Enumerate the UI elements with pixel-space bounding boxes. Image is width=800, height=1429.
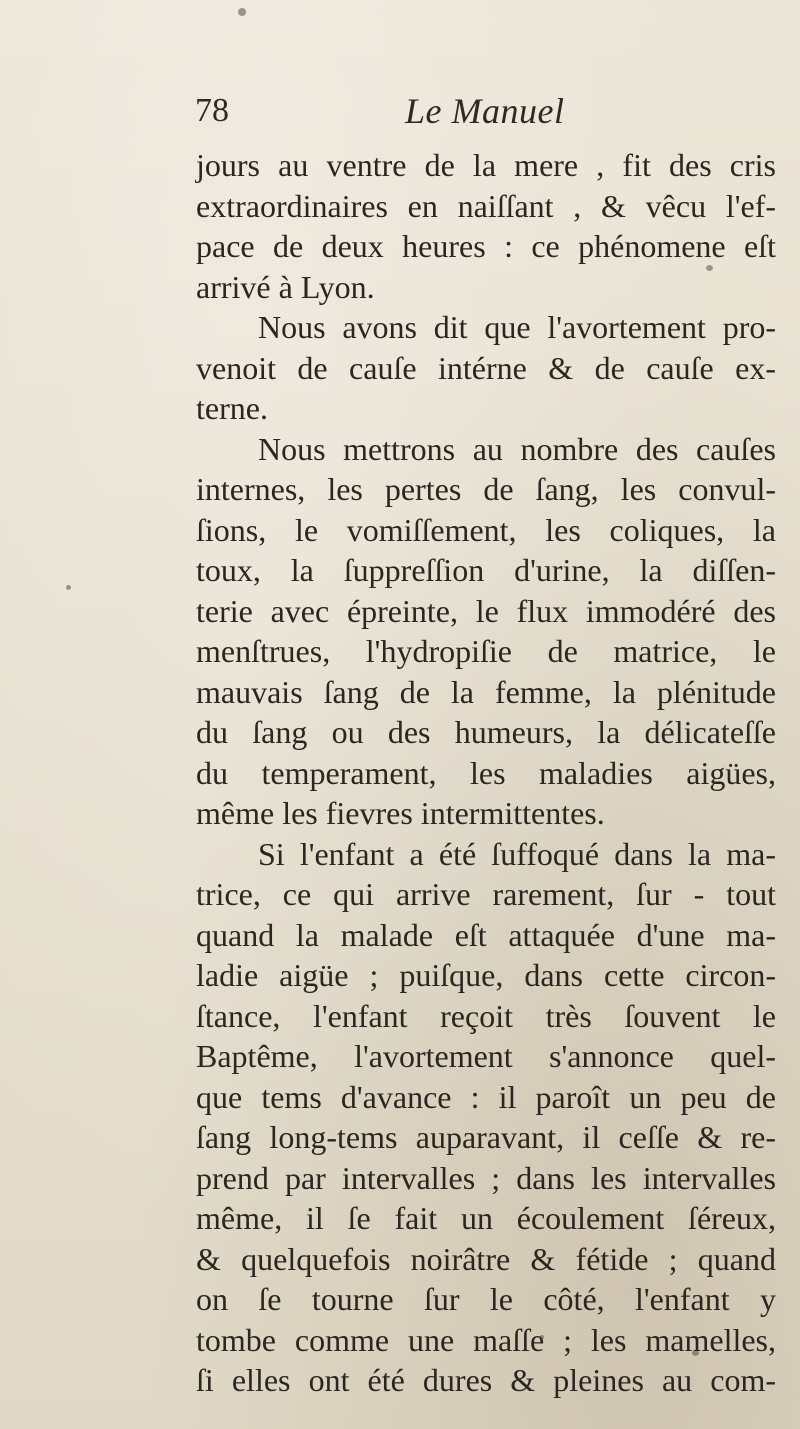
text-line: jours au ventre de la mere , fit des cris: [196, 147, 776, 183]
text-line: ſang long-tems auparavant, il ceſſe & re-: [196, 1119, 776, 1155]
text-line: quand la malade eſt attaquée d'une ma-: [196, 916, 776, 953]
ink-speck: [66, 585, 71, 590]
text-line: Nous avons dit que l'avortement pro-: [258, 309, 776, 345]
text-line: du ſang ou des humeurs, la délicateſſe: [196, 714, 776, 750]
page-number: 78: [195, 92, 229, 129]
text-line: du temperament, les maladies aigües,: [196, 754, 776, 791]
text-line: toux, la ſuppreſſion d'urine, la diſſen-: [196, 552, 776, 588]
text-line: terne.: [196, 390, 268, 426]
page-header: [195, 92, 735, 142]
text-line: ſi elles ont été dures & pleines au com-: [196, 1362, 776, 1398]
text-line: tombe comme une maſſe ; les mamelles,: [196, 1321, 776, 1358]
text-line: pace de deux heures : ce phénomene eſt: [196, 228, 776, 264]
text-line: arrivé à Lyon.: [196, 268, 375, 305]
text-line: menſtrues, l'hydropiſie de matrice, le: [196, 633, 776, 669]
text-line: extraordinaires en naiſſant , & vêcu l'ef-: [196, 187, 776, 224]
text-line: que tems d'avance : il paroît un peu de: [196, 1078, 776, 1115]
body-text: [196, 145, 776, 1401]
text-line: même, il ſe fait un écoulement ſéreux,: [196, 1200, 776, 1236]
running-title: Le Manuel: [405, 91, 565, 131]
text-line: Baptême, l'avortement s'annonce quel-: [196, 1038, 776, 1074]
text-line: ſtance, l'enfant reçoit très ſouvent le: [196, 997, 776, 1034]
ink-speck: [238, 8, 246, 16]
text-line: venoit de cauſe intérne & de cauſe ex-: [196, 349, 776, 386]
text-line: terie avec épreinte, le flux immodéré des: [196, 592, 776, 629]
text-line: ſions, le vomiſſement, les coliques, la: [196, 511, 776, 548]
text-line: Si l'enfant a été ſuffoqué dans la ma-: [258, 835, 776, 872]
text-line: trice, ce qui arrive rarement, ſur - tout: [196, 876, 776, 912]
text-line: on ſe tourne ſur le côté, l'enfant y: [196, 1281, 776, 1317]
text-line: Nous mettrons au nombre des cauſes: [258, 430, 776, 467]
text-line: ladie aigüe ; puiſque, dans cette circon-: [196, 957, 776, 993]
text-line: mauvais ſang de la femme, la plénitude: [196, 673, 776, 710]
text-line: & quelquefois noirâtre & fétide ; quand: [196, 1240, 776, 1277]
text-line: même les fievres intermittentes.: [196, 795, 605, 831]
text-line: internes, les pertes de ſang, les convul-: [196, 471, 776, 507]
text-line: prend par intervalles ; dans les intervalles: [196, 1159, 776, 1196]
